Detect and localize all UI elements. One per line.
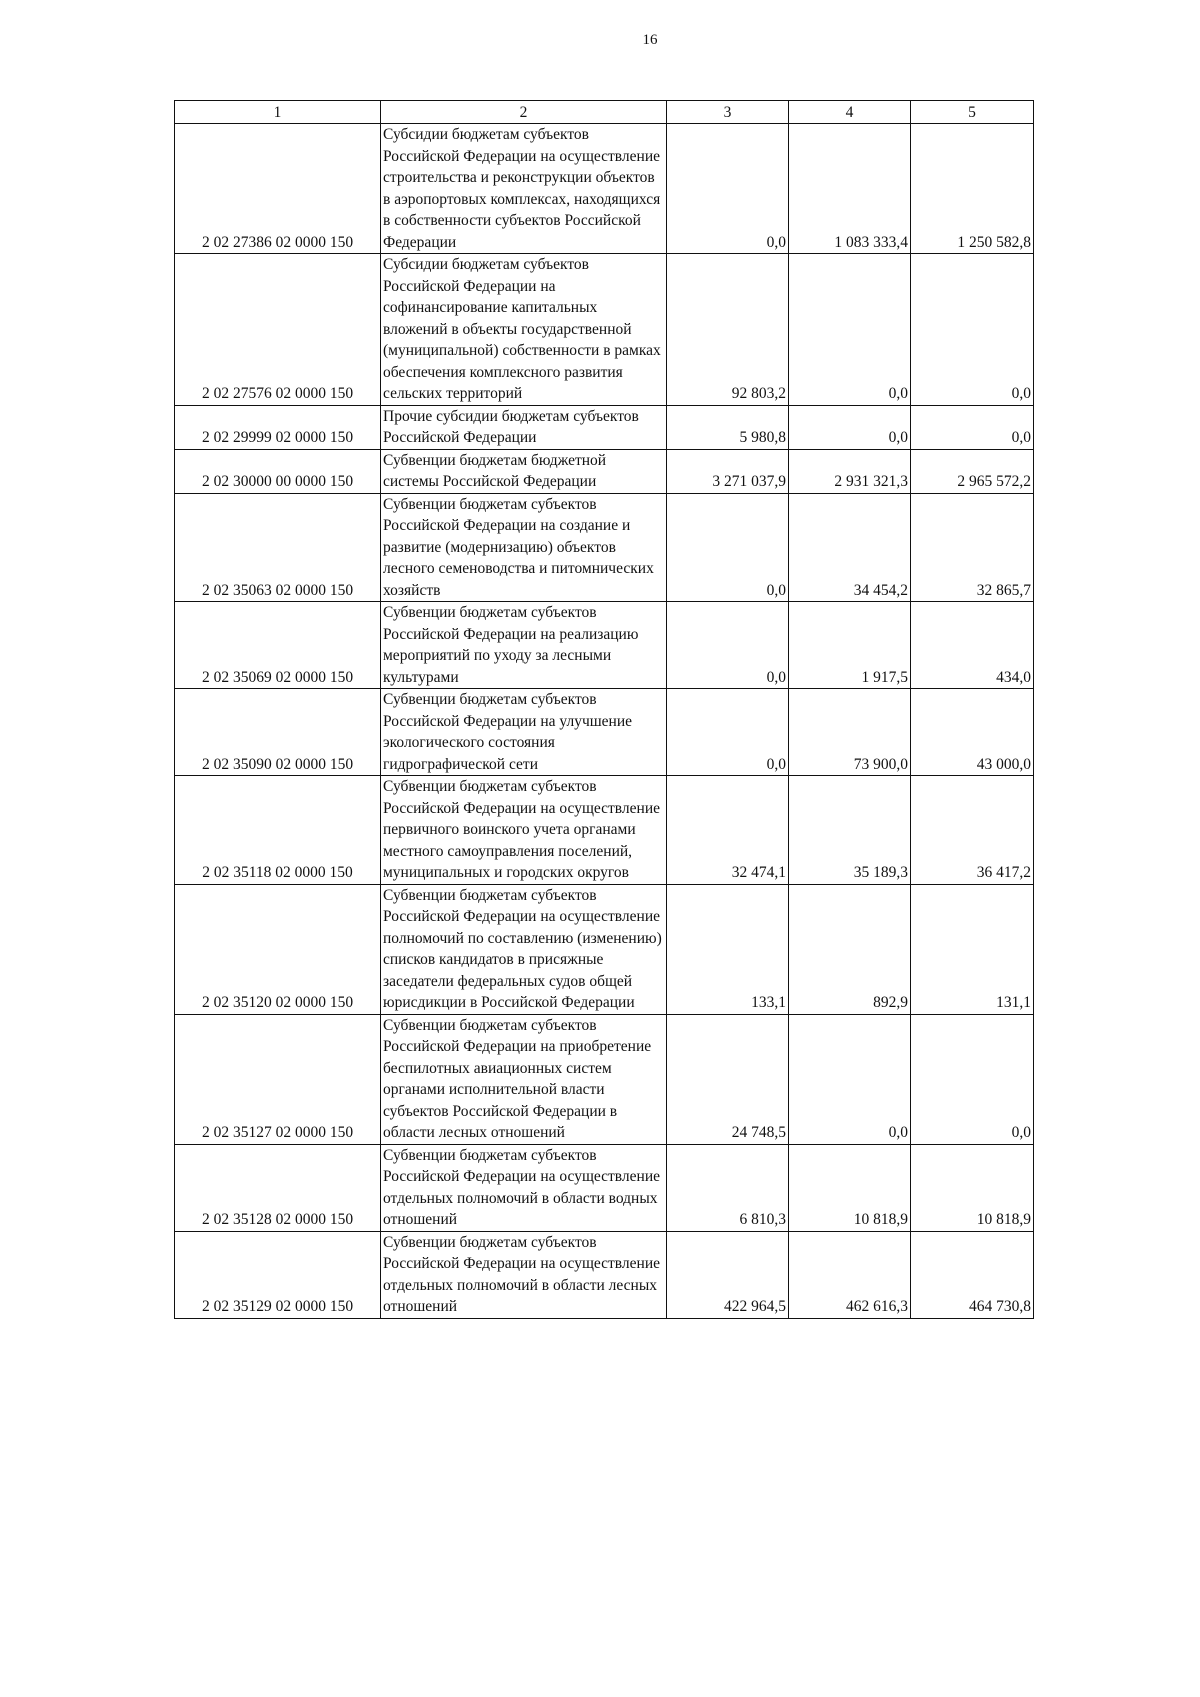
table-row (175, 1014, 1034, 1144)
column-header-3: 3 (667, 101, 789, 124)
budget-code-cell: 2 02 35118 02 0000 150 (175, 776, 381, 885)
budget-code-cell: 2 02 35063 02 0000 150 (175, 493, 381, 602)
amount-col4-cell: 34 454,2 (789, 493, 911, 602)
budget-code-cell: 2 02 35120 02 0000 150 (175, 884, 381, 1014)
amount-col5-cell: 0,0 (911, 254, 1034, 406)
table-row (175, 254, 1034, 406)
revenue-name-cell: Субвенции бюджетам субъектов Российской Федерации на улучшение экологического состояния гидрографической сети (381, 689, 667, 776)
amount-col3-cell: 0,0 (667, 124, 789, 254)
revenue-name-cell: Субвенции бюджетам субъектов Российской Федерации на осуществление первичного воинского учета органами местного самоуправления поселений, муниципальных и городских округов (381, 776, 667, 885)
table-row (175, 449, 1034, 493)
amount-col3-cell: 24 748,5 (667, 1014, 789, 1144)
amount-col4-cell: 0,0 (789, 405, 911, 449)
revenue-name-cell: Субвенции бюджетам субъектов Российской Федерации на осуществление полномочий по составлению (изменению) списков кандидатов в присяжные заседатели федеральных судов общей юрисдикции в Российской Федерации (381, 884, 667, 1014)
amount-col4-cell: 1 917,5 (789, 602, 911, 689)
column-header-5: 5 (911, 101, 1034, 124)
table-row (175, 405, 1034, 449)
amount-col5-cell: 1 250 582,8 (911, 124, 1034, 254)
amount-col4-cell: 2 931 321,3 (789, 449, 911, 493)
revenue-name-cell: Прочие субсидии бюджетам субъектов Российской Федерации (381, 405, 667, 449)
amount-col3-cell: 92 803,2 (667, 254, 789, 406)
revenue-name-cell: Субвенции бюджетам субъектов Российской Федерации на осуществление отдельных полномочий в области водных отношений (381, 1144, 667, 1231)
amount-col4-cell: 0,0 (789, 254, 911, 406)
revenue-name-cell: Субвенции бюджетам бюджетной системы Российской Федерации (381, 449, 667, 493)
budget-code-cell: 2 02 30000 00 0000 150 (175, 449, 381, 493)
amount-col5-cell: 131,1 (911, 884, 1034, 1014)
table-row (175, 689, 1034, 776)
column-number-header-row (175, 101, 1034, 124)
amount-col3-cell: 422 964,5 (667, 1231, 789, 1318)
budget-revenue-table (174, 100, 1034, 1319)
amount-col5-cell: 32 865,7 (911, 493, 1034, 602)
budget-code-cell: 2 02 35069 02 0000 150 (175, 602, 381, 689)
budget-code-cell: 2 02 35129 02 0000 150 (175, 1231, 381, 1318)
amount-col5-cell: 43 000,0 (911, 689, 1034, 776)
column-header-1: 1 (175, 101, 381, 124)
amount-col5-cell: 2 965 572,2 (911, 449, 1034, 493)
amount-col5-cell: 0,0 (911, 1014, 1034, 1144)
table-row (175, 493, 1034, 602)
table-row (175, 776, 1034, 885)
table-row (175, 1231, 1034, 1318)
budget-code-cell: 2 02 27386 02 0000 150 (175, 124, 381, 254)
amount-col3-cell: 0,0 (667, 602, 789, 689)
table-row (175, 884, 1034, 1014)
amount-col3-cell: 0,0 (667, 689, 789, 776)
budget-code-cell: 2 02 27576 02 0000 150 (175, 254, 381, 406)
amount-col4-cell: 462 616,3 (789, 1231, 911, 1318)
column-header-2: 2 (381, 101, 667, 124)
amount-col4-cell: 10 818,9 (789, 1144, 911, 1231)
amount-col5-cell: 464 730,8 (911, 1231, 1034, 1318)
amount-col3-cell: 3 271 037,9 (667, 449, 789, 493)
budget-code-cell: 2 02 35127 02 0000 150 (175, 1014, 381, 1144)
amount-col4-cell: 892,9 (789, 884, 911, 1014)
table-row (175, 602, 1034, 689)
amount-col3-cell: 5 980,8 (667, 405, 789, 449)
amount-col3-cell: 32 474,1 (667, 776, 789, 885)
page-number: 16 (642, 32, 658, 48)
amount-col5-cell: 36 417,2 (911, 776, 1034, 885)
amount-col4-cell: 1 083 333,4 (789, 124, 911, 254)
revenue-name-cell: Субсидии бюджетам субъектов Российской Федерации на софинансирование капитальных вложений в объекты государственной (муниципальной) собственности в рамках обеспечения комплексного развития сельских территорий (381, 254, 667, 406)
amount-col5-cell: 434,0 (911, 602, 1034, 689)
amount-col3-cell: 0,0 (667, 493, 789, 602)
table-row (175, 124, 1034, 254)
budget-code-cell: 2 02 35090 02 0000 150 (175, 689, 381, 776)
revenue-name-cell: Субвенции бюджетам субъектов Российской Федерации на приобретение беспилотных авиационных систем органами исполнительной власти субъектов Российской Федерации в области лесных отношений (381, 1014, 667, 1144)
column-header-4: 4 (789, 101, 911, 124)
amount-col5-cell: 0,0 (911, 405, 1034, 449)
amount-col5-cell: 10 818,9 (911, 1144, 1034, 1231)
revenue-name-cell: Субсидии бюджетам субъектов Российской Федерации на осуществление строительства и реконструкции объектов в аэропортовых комплексах, находящихся в собственности субъектов Российской Федерации (381, 124, 667, 254)
revenue-name-cell: Субвенции бюджетам субъектов Российской Федерации на реализацию мероприятий по уходу за лесными культурами (381, 602, 667, 689)
revenue-name-cell: Субвенции бюджетам субъектов Российской Федерации на создание и развитие (модернизацию) объектов лесного семеноводства и питомнических хозяйств (381, 493, 667, 602)
amount-col4-cell: 0,0 (789, 1014, 911, 1144)
budget-code-cell: 2 02 35128 02 0000 150 (175, 1144, 381, 1231)
amount-col3-cell: 133,1 (667, 884, 789, 1014)
amount-col3-cell: 6 810,3 (667, 1144, 789, 1231)
budget-code-cell: 2 02 29999 02 0000 150 (175, 405, 381, 449)
revenue-name-cell: Субвенции бюджетам субъектов Российской Федерации на осуществление отдельных полномочий в области лесных отношений (381, 1231, 667, 1318)
amount-col4-cell: 73 900,0 (789, 689, 911, 776)
table-row (175, 1144, 1034, 1231)
amount-col4-cell: 35 189,3 (789, 776, 911, 885)
